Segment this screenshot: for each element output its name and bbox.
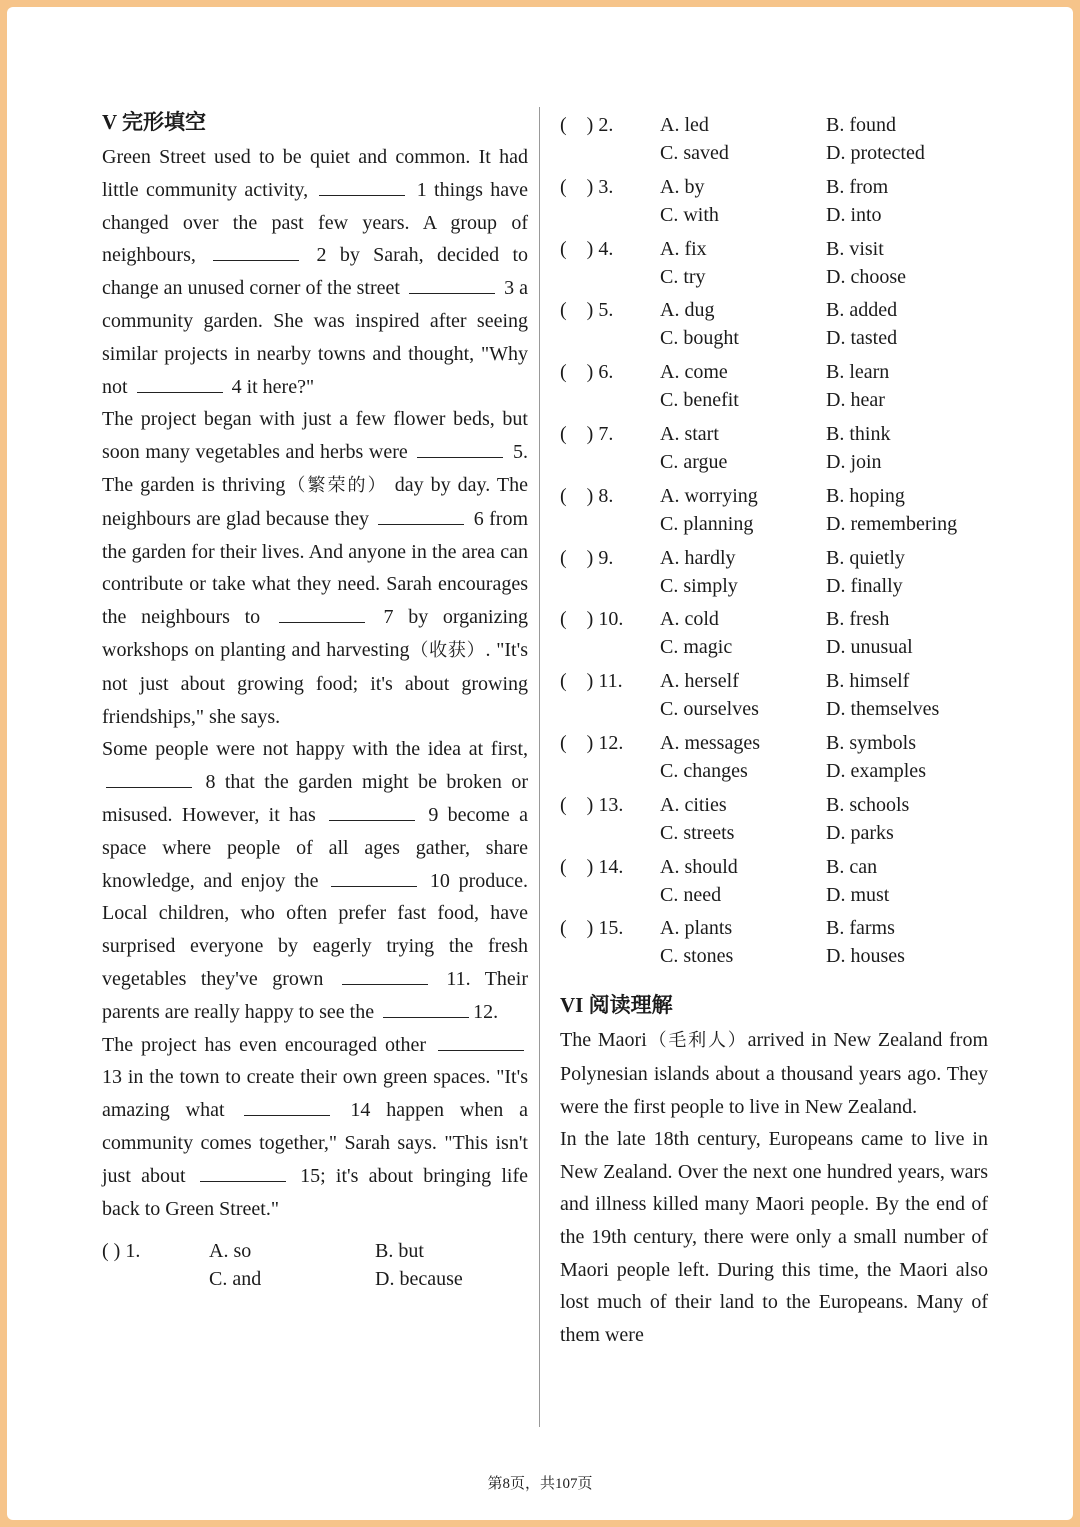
spacer <box>560 881 660 909</box>
question-10 <box>560 605 988 661</box>
option-c[interactable]: C. argue <box>660 450 728 473</box>
blank-14 <box>244 1098 330 1116</box>
option-b[interactable]: B. farms <box>826 917 895 940</box>
question-number[interactable]: ( ) 15. <box>560 917 624 940</box>
option-a[interactable]: A. cold <box>660 608 719 631</box>
question-8 <box>560 482 988 538</box>
option-d[interactable]: D. remembering <box>826 512 958 535</box>
blank-8 <box>106 770 192 788</box>
blank-3 <box>409 276 495 294</box>
spacer <box>560 942 660 970</box>
option-b[interactable]: B. fresh <box>826 608 890 631</box>
option-d[interactable]: D. choose <box>826 265 906 288</box>
spacer <box>560 572 660 600</box>
option-a[interactable]: A. dug <box>660 299 715 322</box>
left-column <box>102 105 528 1293</box>
option-d[interactable]: D. examples <box>826 759 926 782</box>
question-13 <box>560 791 988 847</box>
option-b[interactable]: B. visit <box>826 237 884 260</box>
blank-11 <box>342 967 428 985</box>
option-d[interactable]: D. parks <box>826 821 894 844</box>
option-c[interactable]: C. streets <box>660 821 735 844</box>
right-column <box>560 111 988 1351</box>
question-number[interactable]: ( ) 11. <box>560 670 623 693</box>
spacer <box>560 510 660 538</box>
option-a[interactable]: A. fix <box>660 237 707 260</box>
option-c[interactable]: C. simply <box>660 574 738 597</box>
question-12 <box>560 729 988 785</box>
question-9 <box>560 544 988 600</box>
option-a[interactable]: A. so <box>209 1240 252 1263</box>
reading-paragraph-2: In the late 18th century, Europeans came to live in New Zealand. Over the next one hundred years, wars and illness killed many Maori people. By the end of the 19th century, there were only a small number of Maori people left. During this time, the Maori also lost much of their land to the Europeans. Many of them were <box>560 1128 988 1346</box>
column-divider <box>539 107 540 1427</box>
question-6 <box>560 358 988 414</box>
blank-6 <box>378 507 464 525</box>
cloze-paragraph-3: Some people were not happy with the idea at first, 8 that the garden might be broken or misused. However, it has 9 become a space where people of all ages gather, share knowledge, and enjoy the 10 produce. Local children, who often prefer fast food, have surprised everyone by eagerly trying the fresh vegetables they've grown 11. Their parents are really happy to see the 12. <box>102 738 529 1023</box>
option-d[interactable]: D. unusual <box>826 636 913 659</box>
option-a[interactable]: A. led <box>660 114 709 136</box>
option-a[interactable]: A. come <box>660 361 728 384</box>
option-b[interactable]: B. hoping <box>826 484 905 507</box>
question-number[interactable]: ( ) 14. <box>560 855 624 878</box>
question-11 <box>560 667 988 723</box>
page-footer: 第8页，共107页 <box>487 1476 593 1492</box>
cloze-paragraph-1: Green Street used to be quiet and common. It had little community activity, 1 things have changed over the past few years. A group of neighbours, 2 by Sarah, decided to change an unused corner of the street 3 a community garden. She was inspired after seeing similar projects in nearby towns and thought, "Why not 4 it here?" <box>102 146 529 398</box>
option-b[interactable]: B. found <box>826 114 896 136</box>
blank-7 <box>279 605 365 623</box>
spacer <box>560 201 660 229</box>
option-b[interactable]: B. himself <box>826 670 910 693</box>
option-d[interactable]: D. must <box>826 883 890 906</box>
question-number[interactable]: ( ) 12. <box>560 731 624 754</box>
spacer <box>560 263 660 291</box>
question-5 <box>560 296 988 352</box>
cloze-paragraph-2: The project began with just a few flower beds, but soon many vegetables and herbs were 5. The garden is thriving（繁荣的） day by day. The neighbours are glad because they 6 from the garden for their lives. And anyone in the area can contribute or take what they need. Sarah encourages the neighbours to 7 by organizing workshops on planting and harvesting（收获）. "It's not just about growing food; it's about growing friendships," she says. <box>102 408 529 728</box>
option-d[interactable]: D. into <box>826 203 882 226</box>
question-number[interactable]: ( ) 9. <box>560 546 614 569</box>
option-b[interactable]: B. symbols <box>826 731 917 754</box>
option-c[interactable]: C. with <box>660 203 719 226</box>
option-d[interactable]: D. finally <box>826 574 903 597</box>
blank-1 <box>319 178 405 196</box>
question-number[interactable]: ( ) 13. <box>560 793 624 816</box>
section-title-cloze: V 完形填空 <box>102 110 207 134</box>
option-c[interactable]: C. need <box>660 883 722 906</box>
option-d[interactable]: D. hear <box>826 389 885 412</box>
question-14 <box>560 853 988 909</box>
option-c[interactable]: C. planning <box>660 512 754 535</box>
spacer <box>560 386 660 414</box>
option-b[interactable]: B. think <box>826 422 891 445</box>
option-c[interactable]: C. saved <box>660 142 729 164</box>
question-15 <box>560 914 988 970</box>
blank-9 <box>329 803 415 821</box>
option-a[interactable]: A. plants <box>660 917 733 940</box>
option-c[interactable]: C. magic <box>660 636 733 659</box>
question-number[interactable]: ( ) 6. <box>560 361 614 384</box>
spacer <box>560 633 660 661</box>
question-number[interactable]: ( ) 3. <box>560 175 614 198</box>
reading-section <box>560 988 988 1351</box>
option-a[interactable]: A. cities <box>660 793 727 816</box>
option-a[interactable]: A. herself <box>660 670 739 693</box>
option-d[interactable]: D. protected <box>826 142 925 164</box>
question-7 <box>560 420 988 476</box>
question-number[interactable]: ( ) 4. <box>560 237 614 260</box>
question-number[interactable]: ( ) 5. <box>560 299 614 322</box>
option-d[interactable]: D. join <box>826 450 882 473</box>
option-d[interactable]: D. because <box>375 1268 463 1291</box>
option-b[interactable]: B. from <box>826 175 889 198</box>
spacer <box>560 448 660 476</box>
option-a[interactable]: A. start <box>660 422 719 445</box>
question-4 <box>560 235 988 291</box>
option-b[interactable]: B. can <box>826 855 878 878</box>
option-c[interactable]: C. bought <box>660 327 739 350</box>
option-b[interactable]: B. but <box>375 1240 424 1263</box>
option-b[interactable]: B. learn <box>826 361 890 384</box>
blank-2 <box>213 243 299 261</box>
question-number[interactable]: ( ) 7. <box>560 422 614 445</box>
question-2 <box>560 111 988 167</box>
cloze-paragraph-4: The project has even encouraged other 13 in the town to create their own green spaces. "It's amazing what 14 happen when a community comes together," Sarah says. "This isn't just about 15; it's about bringing life back to Green Street." <box>102 1033 529 1220</box>
blank-4 <box>137 375 223 393</box>
option-c[interactable]: C. benefit <box>660 389 739 412</box>
question-3 <box>560 173 988 229</box>
option-a[interactable]: A. hardly <box>660 546 736 569</box>
option-c[interactable]: C. changes <box>660 759 748 782</box>
option-b[interactable]: B. added <box>826 299 898 322</box>
option-d[interactable]: D. houses <box>826 945 905 968</box>
section-title-reading: VI 阅读理解 <box>560 993 673 1018</box>
spacer <box>560 757 660 785</box>
option-a[interactable]: A. worrying <box>660 484 758 507</box>
spacer <box>560 139 660 167</box>
option-a[interactable]: A. messages <box>660 731 760 754</box>
blank-10 <box>331 869 417 887</box>
spacer <box>560 695 660 723</box>
question-number[interactable]: ( ) 10. <box>560 608 624 631</box>
option-b[interactable]: B. quietly <box>826 546 905 569</box>
option-a[interactable]: A. should <box>660 855 738 878</box>
blank-15 <box>200 1164 286 1182</box>
reading-paragraph-1: The Maori（毛利人）arrived in New Zealand from Polynesian islands about a thousand years ago. They were the first people to live in New Zealand. <box>560 1029 989 1118</box>
question-number[interactable]: ( ) 1. <box>102 1240 141 1263</box>
option-d[interactable]: D. tasted <box>826 327 898 350</box>
option-b[interactable]: B. schools <box>826 793 910 816</box>
blank-13 <box>438 1033 524 1051</box>
option-c[interactable]: C. try <box>660 265 706 288</box>
spacer <box>560 324 660 352</box>
option-c[interactable]: C. ourselves <box>660 698 759 721</box>
question-1 <box>102 1237 528 1293</box>
spacer <box>560 819 660 847</box>
option-c[interactable]: C. and <box>209 1268 262 1291</box>
blank-12 <box>383 1000 469 1018</box>
blank-5 <box>417 440 503 458</box>
option-c[interactable]: C. stones <box>660 945 734 968</box>
document-page <box>7 7 1073 1520</box>
question-number[interactable]: ( ) 8. <box>560 484 614 507</box>
option-d[interactable]: D. themselves <box>826 698 940 721</box>
question-number[interactable]: ( ) 2. <box>560 114 614 136</box>
option-a[interactable]: A. by <box>660 175 705 198</box>
question-list <box>560 111 988 970</box>
